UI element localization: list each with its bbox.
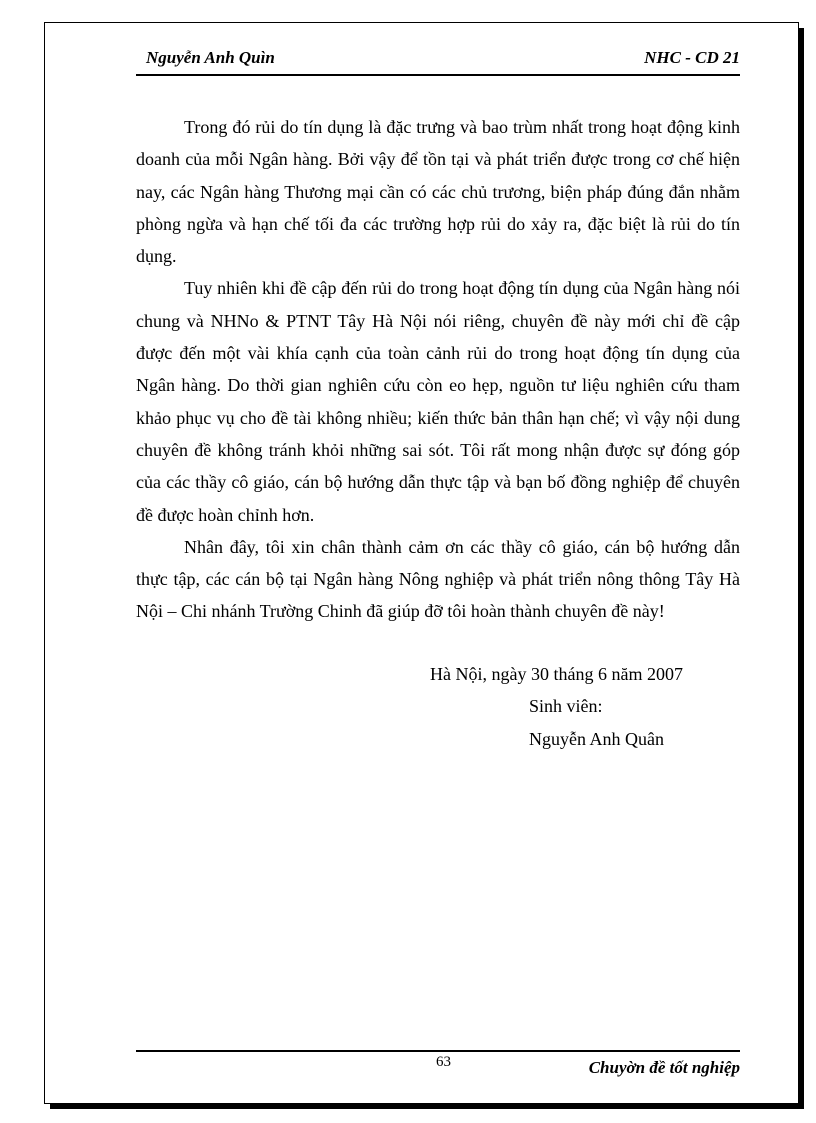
paragraph-3: Nhân đây, tôi xin chân thành cảm ơn các thầy cô giáo, cán bộ hướng dẫn thực tập, các cán bộ tại Ngân hàng Nông nghiệp và phát triển nông thông Tây Hà Nội – Chi nhánh Trường Chinh đã giúp đỡ tôi hoàn thành chuyên đề này! bbox=[136, 536, 740, 622]
page-shadow-bottom bbox=[50, 1104, 804, 1109]
paragraph-1: Trong đó rủi do tín dụng là đặc trưng và bao trùm nhất trong hoạt động kinh doanh của mỗi Ngân hàng. Bởi vậy để tồn tại và phát triển được trong cơ chế hiện nay, các Ngân hàng Thương mại cần có các chủ trương, biện pháp đúng đắn nhằm phòng ngừa và hạn chế tối đa các trường hợp rủi do xảy ra, đặc biệt là rủi do tín dụng. bbox=[136, 117, 740, 267]
signoff-date: Hà Nội, ngày 30 tháng 6 năm 2007 bbox=[430, 664, 683, 684]
body-text bbox=[136, 111, 740, 628]
page-header bbox=[136, 48, 740, 76]
page-footer bbox=[136, 1050, 740, 1082]
signoff-role: Sinh viên: bbox=[529, 696, 603, 717]
page-number: 63 bbox=[436, 1054, 451, 1070]
page-shadow-right bbox=[799, 28, 804, 1109]
footer-doc-type: Chuyờn đề tốt nghiệp bbox=[588, 1058, 740, 1077]
header-author: Nguyễn Anh Quìn bbox=[146, 48, 275, 67]
signoff-block bbox=[136, 658, 740, 755]
paragraph-2: Tuy nhiên khi đề cập đến rủi do trong hoạt động tín dụng của Ngân hàng nói chung và NHNo & PTNT Tây Hà Nội nói riêng, chuyên đề này mới chỉ đề cập được đến một vài khía cạnh của toàn cảnh rủi do trong hoạt động tín dụng của Ngân hàng. Do thời gian nghiên cứu còn eo hẹp, nguồn tư liệu nghiên cứu tham khảo phục vụ cho đề tài không nhiều; kiến thức bản thân hạn chế; vì vậy nội dung chuyên đề không tránh khỏi những sai sót. Tôi rất mong nhận được sự đóng góp của các thầy cô giáo, cán bộ hướng dẫn thực tập và bạn bố đồng nghiệp để chuyên đề được hoàn chỉnh hơn. bbox=[136, 278, 740, 525]
signoff-name: Nguyễn Anh Quân bbox=[529, 728, 664, 749]
header-class-code: NHC - CD 21 bbox=[644, 48, 740, 67]
